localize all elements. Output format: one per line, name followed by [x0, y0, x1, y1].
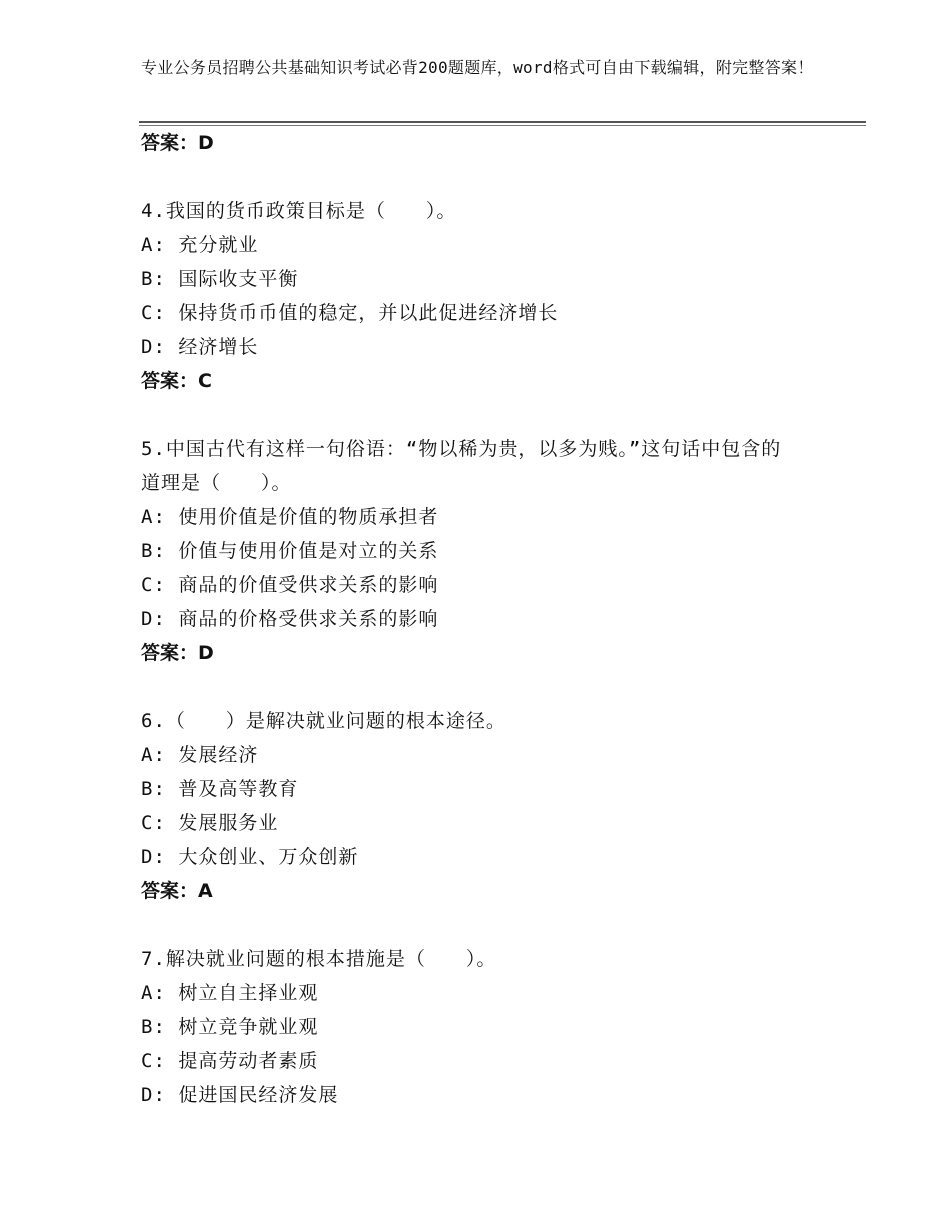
question-item: [141, 704, 841, 908]
option-a: A: 使用价值是价值的物质承担者: [141, 506, 439, 528]
answer-line: 答案：D: [141, 642, 214, 664]
question-stem: 6.（ ）是解决就业问题的根本途径。: [141, 710, 506, 732]
answer-line: 答案：D: [141, 132, 214, 154]
question-list: [141, 126, 841, 1112]
option-d: D: 商品的价格受供求关系的影响: [141, 608, 439, 630]
question-item: [141, 432, 841, 670]
answer-line: 答案：A: [141, 880, 213, 902]
option-d: D: 经济增长: [141, 336, 259, 358]
option-d: D: 促进国民经济发展: [141, 1084, 339, 1106]
option-c: C: 商品的价值受供求关系的影响: [141, 574, 439, 596]
option-a: A: 发展经济: [141, 744, 259, 766]
question-item: [141, 942, 841, 1112]
question-item: [141, 194, 841, 398]
option-c: C: 发展服务业: [141, 812, 279, 834]
option-b: B: 树立竞争就业观: [141, 1016, 319, 1038]
question-stem: 5.中国古代有这样一句俗语：“物以稀为贵，以多为贱。”这句话中包含的道理是（ ）。: [141, 438, 782, 494]
option-b: B: 普及高等教育: [141, 778, 299, 800]
question-stem: 7.解决就业问题的根本措施是（ ）。: [141, 948, 497, 970]
page-header: 专业公务员招聘公共基础知识考试必背200题题库，word格式可自由下载编辑，附完整答案！: [141, 58, 814, 77]
option-b: B: 价值与使用价值是对立的关系: [141, 540, 439, 562]
option-c: C: 保持货币币值的稳定，并以此促进经济增长: [141, 302, 559, 324]
option-d: D: 大众创业、万众创新: [141, 846, 359, 868]
option-a: A: 充分就业: [141, 234, 259, 256]
answer-line: 答案：C: [141, 370, 212, 392]
option-c: C: 提高劳动者素质: [141, 1050, 319, 1072]
question-stem: 4.我国的货币政策目标是（ ）。: [141, 200, 457, 222]
option-b: B: 国际收支平衡: [141, 268, 299, 290]
header-divider: [139, 121, 866, 123]
option-a: A: 树立自主择业观: [141, 982, 319, 1004]
